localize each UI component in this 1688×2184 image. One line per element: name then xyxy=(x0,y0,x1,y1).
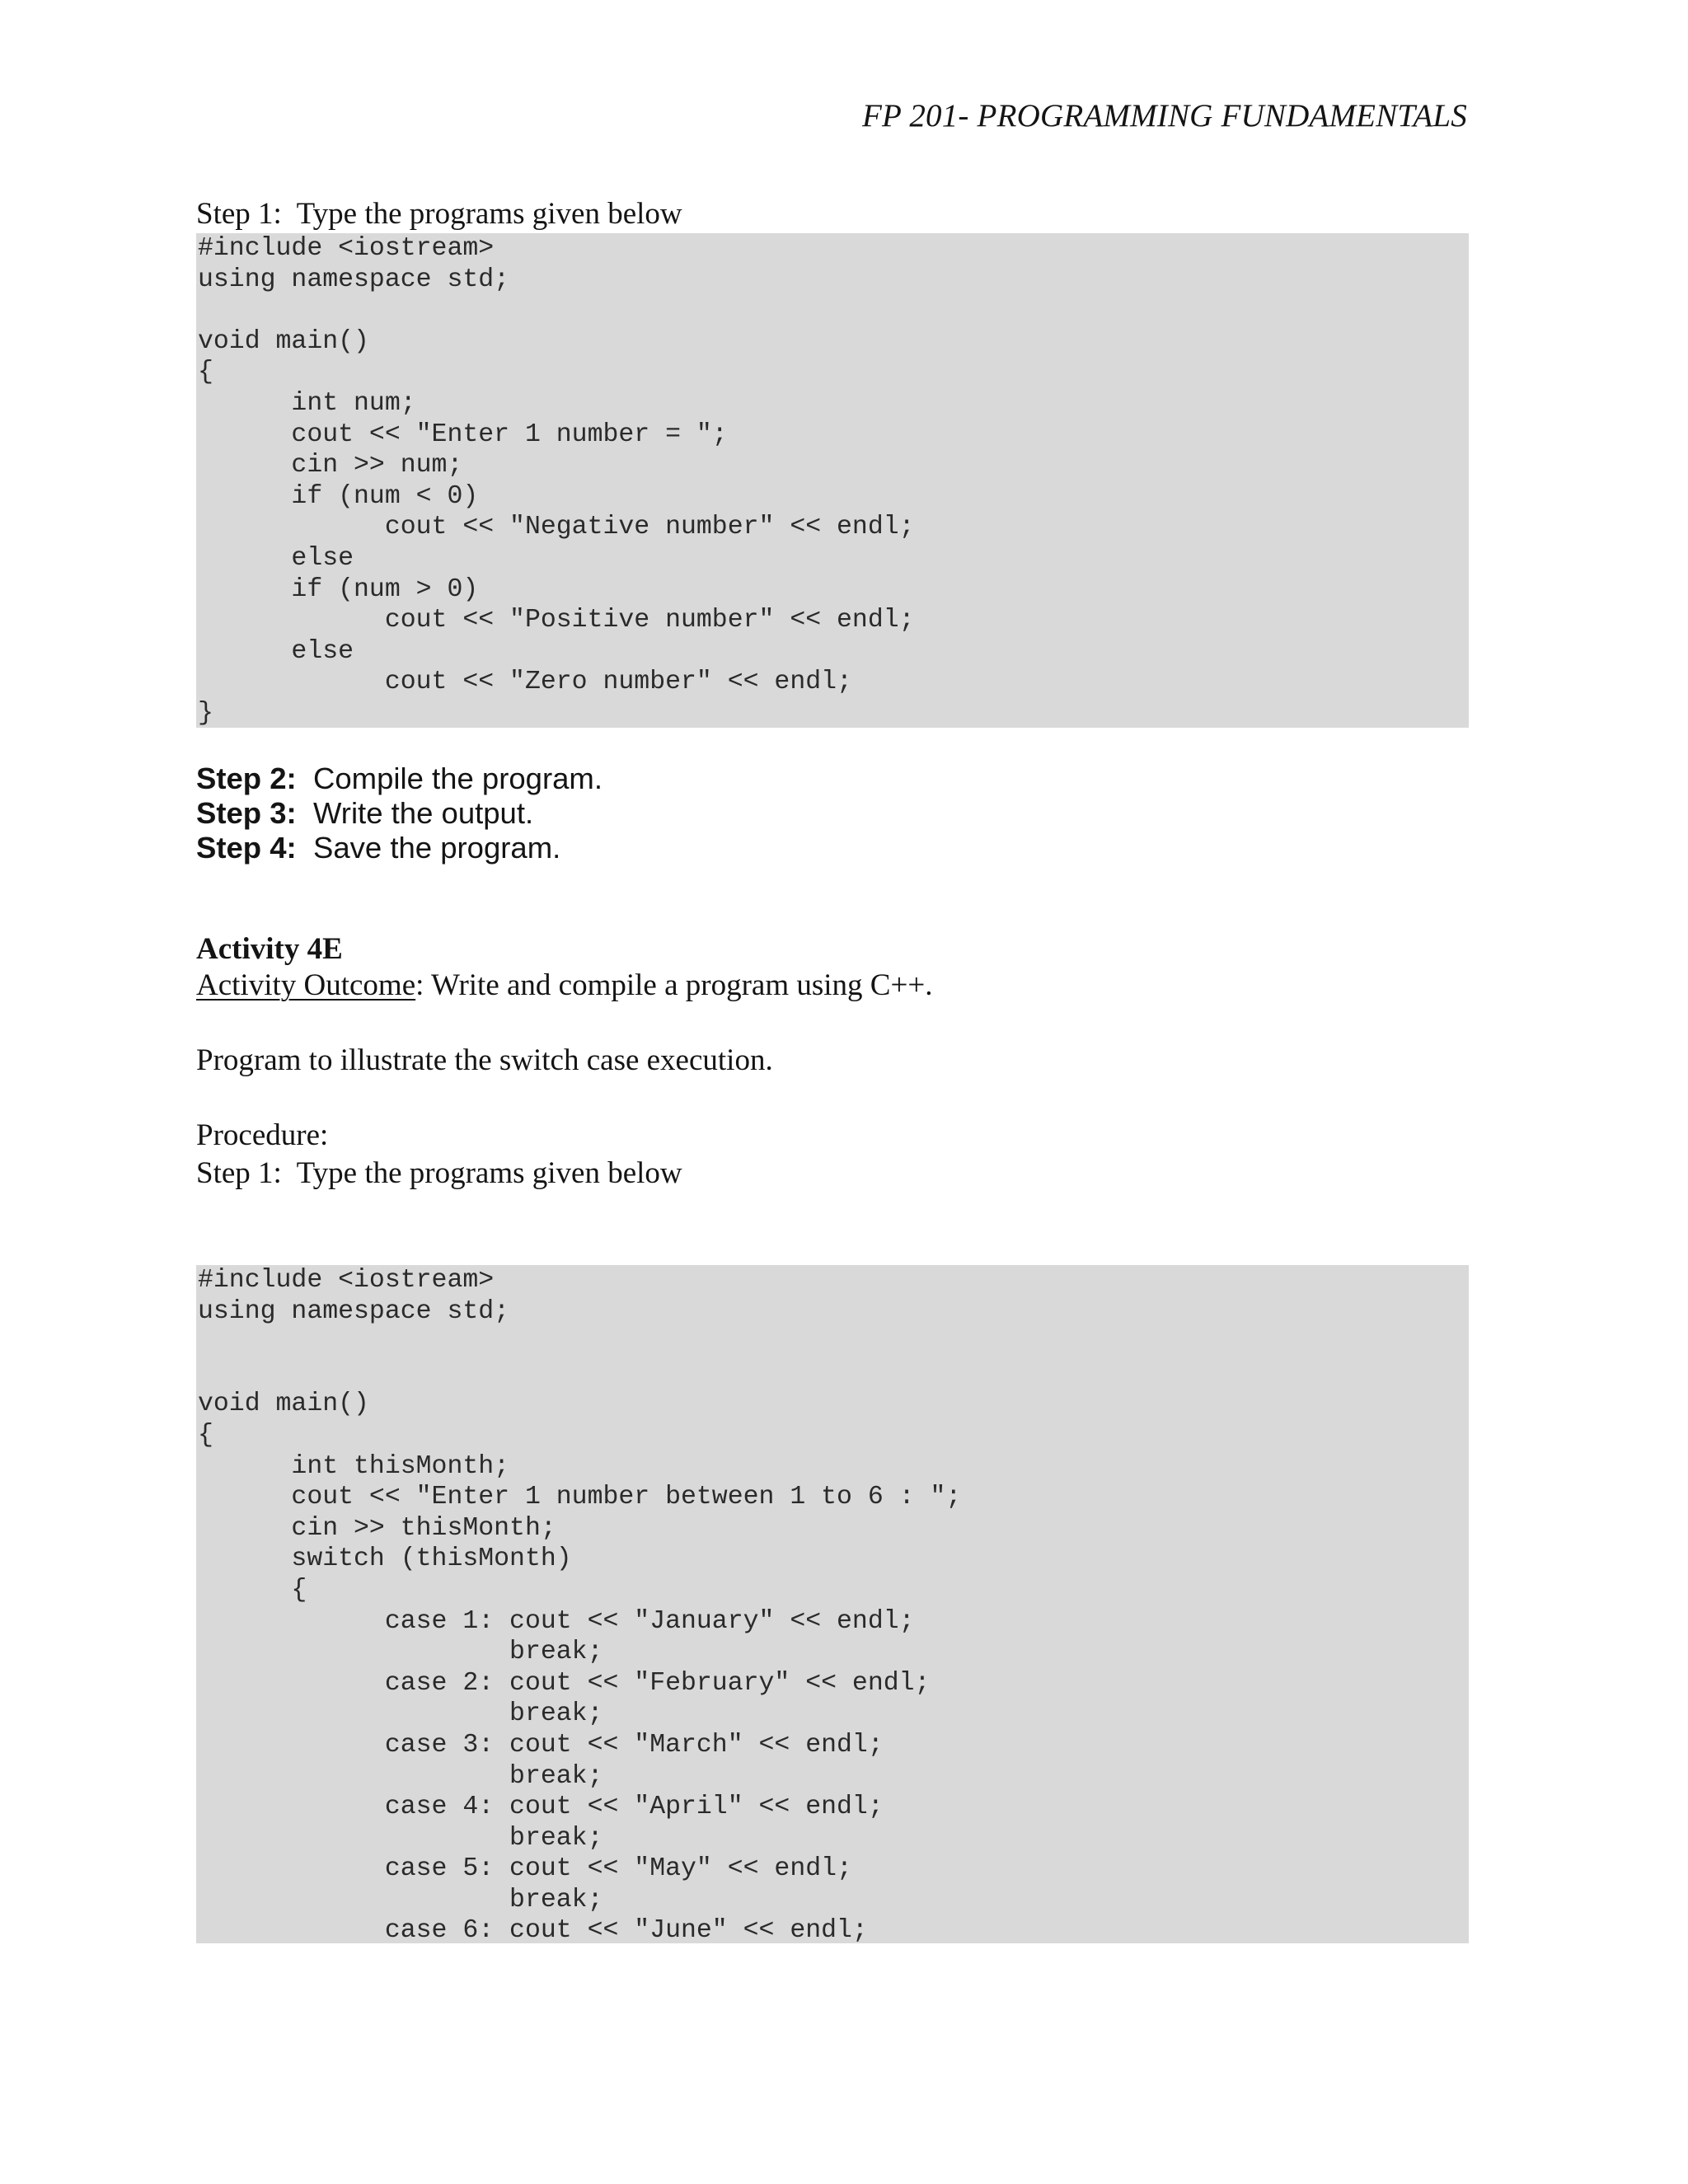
step-text: Compile the program. xyxy=(313,762,603,795)
step-label: Step 4: xyxy=(196,831,297,865)
code-block-if-else xyxy=(196,233,1469,728)
step-label: Step 2: xyxy=(196,762,297,795)
activity-step-1-instruction: Step 1: Type the programs given below xyxy=(196,1156,682,1190)
step-4 xyxy=(196,831,603,865)
activity-description: Program to illustrate the switch case execution. xyxy=(196,1043,773,1077)
step-2 xyxy=(196,762,603,796)
code-listing-if-else: #include <iostream> using namespace std; void main() { int num; cout << "Enter 1 number = "; cin >> num; if (num < 0) cout << "Negative number" << endl; else if (num > 0) cout << "Positive number" << endl; else cout << "Zero number" << endl; } xyxy=(198,234,915,728)
code-listing-switch: #include <iostream> using namespace std; void main() { int thisMonth; cout << "Enter 1 number between 1 to 6 : "; cin >> thisMonth; switch (thisMonth) { case 1: cout << "January" << endl; break; case 2: cout << "February" << endl; break; case 3: cout << "March" << endl; break; case 4: cout << "April" << endl; break; case 5: cout << "May" << endl; break; case 6: cout << "June" << endl; xyxy=(198,1266,962,1946)
step-label: Step 3: xyxy=(196,796,297,830)
compile-steps-list xyxy=(196,762,603,865)
code-block-switch xyxy=(196,1265,1469,1946)
page-header-title: FP 201- PROGRAMMING FUNDAMENTALS xyxy=(862,98,1467,134)
step-3 xyxy=(196,796,603,831)
step-text: Write the output. xyxy=(313,796,534,830)
step-text: Save the program. xyxy=(313,831,561,865)
activity-title: Activity 4E xyxy=(196,932,343,966)
activity-outcome-text: : Write and compile a program using C++. xyxy=(415,968,933,1002)
step-1-instruction: Step 1: Type the programs given below xyxy=(196,197,682,231)
activity-outcome xyxy=(196,968,932,1003)
activity-outcome-label: Activity Outcome xyxy=(196,968,416,1002)
procedure-heading: Procedure: xyxy=(196,1118,329,1152)
